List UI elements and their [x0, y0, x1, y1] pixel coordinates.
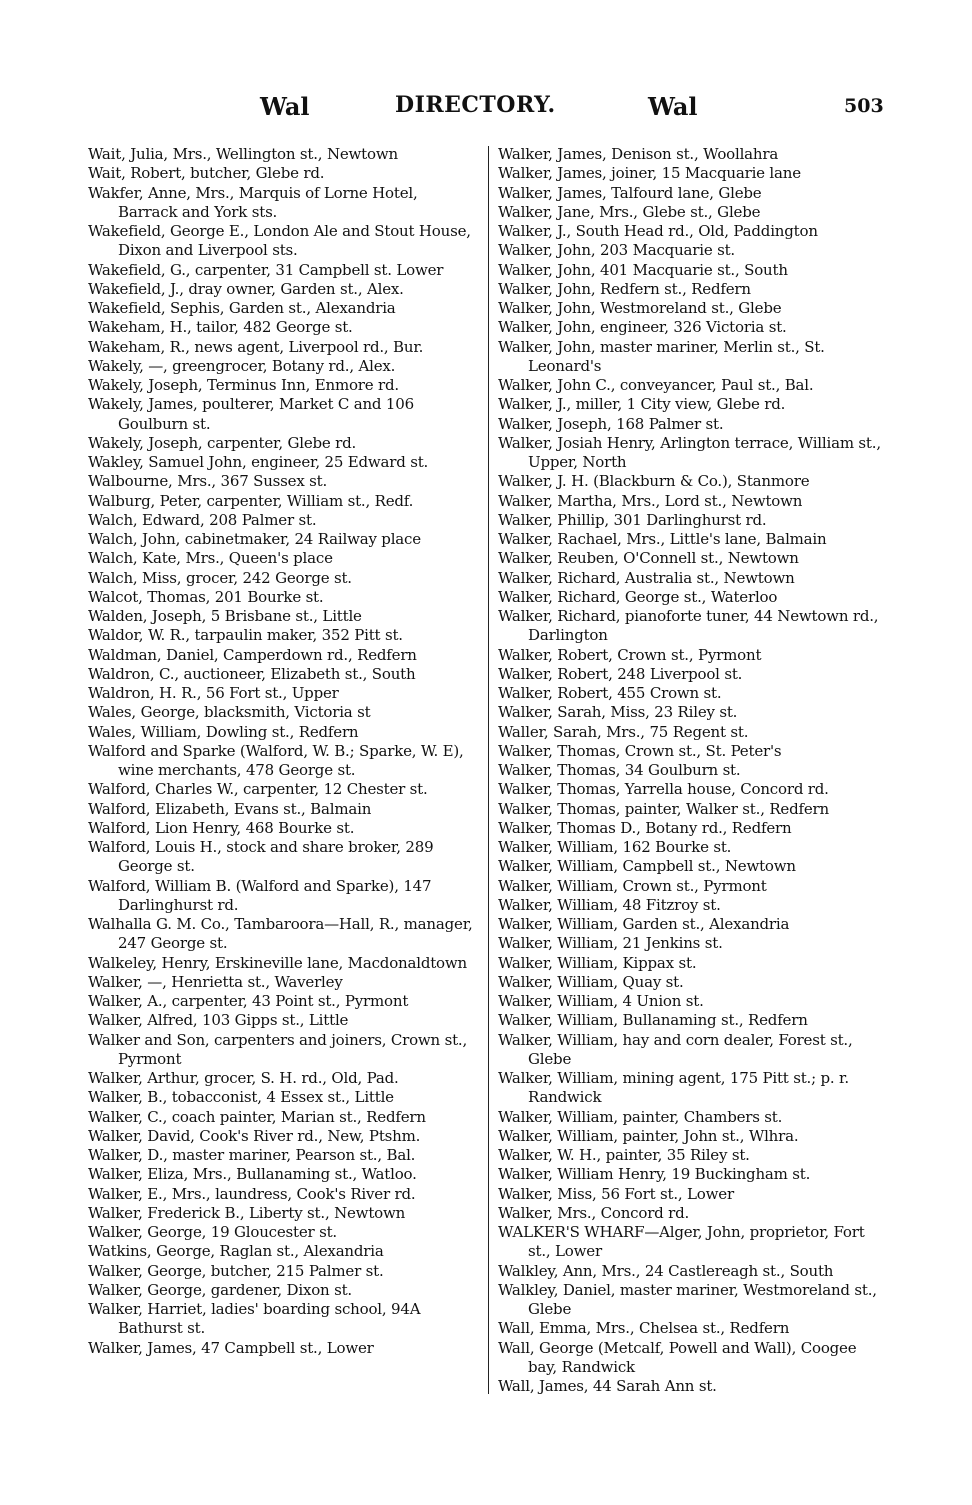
- directory-entry: Walker, J., South Head rd., Old, Paddington: [498, 222, 818, 240]
- directory-entry: Wakeham, H., tailor, 482 George st.: [88, 318, 353, 337]
- directory-entry: Walch, Kate, Mrs., Queen's place: [88, 549, 333, 568]
- directory-entry: Walker, J., miller, 1 City view, Glebe rd.: [498, 395, 786, 414]
- directory-entry: Walker, William, painter, John st., Wlhra.: [498, 1126, 799, 1145]
- directory-entry: Walker, Phillip, 301 Darlinghurst rd.: [498, 510, 767, 529]
- directory-entry: Wakefield, Sephis, Garden st., Alexandria: [88, 299, 396, 317]
- directory-entry: Walker, William, 48 Fitzroy st.: [498, 895, 721, 914]
- directory-entry: Walker, Robert, 248 Liverpool st.: [498, 664, 743, 683]
- directory-entry: Wakley, Samuel John, engineer, 25 Edward st.: [88, 453, 429, 471]
- directory-entry: Walker, William, Crown st., Pyrmont: [498, 876, 767, 895]
- directory-entry: Walker, William, Bullanaming st., Redfern: [498, 1011, 808, 1030]
- directory-entry: Walker, John, Redfern st., Redfern: [498, 279, 751, 298]
- directory-entry: Walker, Thomas D., Botany rd., Redfern: [498, 818, 792, 837]
- header-title: DIRECTORY.: [395, 92, 556, 118]
- directory-entry: Wakely, —, greengrocer, Botany rd., Alex.: [88, 356, 396, 375]
- directory-entry: Wakely, James, poulterer, Market C and 106 Goulburn st.: [88, 395, 414, 433]
- directory-entry: Walker, William, Garden st., Alexandria: [498, 915, 790, 933]
- directory-entry: Walhalla G. M. Co., Tambaroora—Hall, R., manager, 247 George st.: [88, 915, 473, 953]
- directory-column-right: [498, 145, 884, 1396]
- directory-entry: Wakeham, R., news agent, Liverpool rd., Bur.: [88, 337, 424, 356]
- directory-entry: Waller, Sarah, Mrs., 75 Regent st.: [498, 722, 749, 741]
- directory-entry: Wakfer, Anne, Mrs., Marquis of Lorne Hotel, Barrack and York sts.: [88, 183, 418, 221]
- directory-entry: Walden, Joseph, 5 Brisbane st., Little: [88, 607, 362, 625]
- directory-entry: Wakefield, George E., London Ale and Stout House, Dixon and Liverpool sts.: [88, 222, 471, 260]
- directory-entry: Walker, Richard, pianoforte tuner, 44 Newtown rd., Darlington: [498, 607, 879, 645]
- directory-entry: Walch, Edward, 208 Palmer st.: [88, 510, 317, 529]
- directory-entry: Walker, John C., conveyancer, Paul st., Bal.: [498, 376, 814, 394]
- directory-entry: Walker, William, hay and corn dealer, Forest st., Glebe: [498, 1030, 853, 1068]
- directory-entry: Wakely, Joseph, carpenter, Glebe rd.: [88, 433, 357, 452]
- directory-entry: Walker, James, joiner, 15 Macquarie lane: [498, 164, 801, 183]
- directory-entry: Walkley, Ann, Mrs., 24 Castlereagh st., South: [498, 1261, 834, 1280]
- directory-entry: Walker, B., tobacconist, 4 Essex st., Little: [88, 1088, 394, 1107]
- directory-entry: Walker, Martha, Mrs., Lord st., Newtown: [498, 491, 803, 510]
- directory-entry: Walker, Thomas, Yarrella house, Concord rd.: [498, 780, 829, 799]
- directory-entry: Walker, James, Denison st., Woollahra: [498, 145, 779, 163]
- directory-entry: Walker, Josiah Henry, Arlington terrace, William st., Upper, North: [498, 433, 881, 471]
- directory-entry: Walker, Robert, Crown st., Pyrmont: [498, 645, 762, 664]
- directory-entry: Walker, Sarah, Miss, 23 Riley st.: [498, 703, 738, 722]
- directory-entry: Walker, George, gardener, Dixon st.: [88, 1280, 352, 1299]
- directory-entry: Walker, John, 203 Macquarie st.: [498, 241, 735, 260]
- directory-entry: Walker, James, 47 Campbell st., Lower: [88, 1338, 374, 1357]
- directory-entry: Wakefield, G., carpenter, 31 Campbell st. Lower: [88, 260, 444, 279]
- directory-entry: Walker, D., master mariner, Pearson st., Bal.: [88, 1146, 416, 1164]
- directory-entry: Wakefield, J., dray owner, Garden st., Alex.: [88, 279, 404, 298]
- directory-entry: Walch, John, cabinetmaker, 24 Railway place: [88, 530, 421, 548]
- directory-entry: Waldor, W. R., tarpaulin maker, 352 Pitt st.: [88, 626, 403, 645]
- directory-entry: Walch, Miss, grocer, 242 George st.: [88, 568, 352, 587]
- directory-entry: Wall, Emma, Mrs., Chelsea st., Redfern: [498, 1319, 790, 1338]
- directory-entry: Walker, William, 162 Bourke st.: [498, 838, 732, 856]
- directory-entry: Wales, George, blacksmith, Victoria st: [88, 703, 371, 722]
- directory-entry: Wait, Julia, Mrs., Wellington st., Newtown: [88, 145, 398, 163]
- directory-entry: Walker, —, Henrietta st., Waverley: [88, 972, 343, 991]
- directory-entry: Wall, James, 44 Sarah Ann st.: [498, 1377, 717, 1395]
- directory-entry: Walker, Jane, Mrs., Glebe st., Glebe: [498, 202, 761, 221]
- header-right-guide: Wal: [648, 92, 698, 121]
- directory-entry: Walker, Frederick B., Liberty st., Newtown: [88, 1203, 406, 1222]
- header-left-guide: Wal: [260, 92, 310, 121]
- directory-entry: Walbourne, Mrs., 367 Sussex st.: [88, 472, 328, 491]
- directory-entry: Wales, William, Dowling st., Redfern: [88, 722, 359, 741]
- directory-entry: Walker, Richard, Australia st., Newtown: [498, 568, 795, 587]
- directory-entry: Walker, William, 4 Union st.: [498, 992, 704, 1010]
- directory-entry: Walker, Arthur, grocer, S. H. rd., Old, Pad.: [88, 1069, 399, 1087]
- directory-entry: Walford, William B. (Walford and Sparke), 147 Darlinghurst rd.: [88, 876, 432, 914]
- directory-entry: Walker and Son, carpenters and joiners, Crown st., Pyrmont: [88, 1030, 468, 1068]
- directory-entry: Walker, Miss, 56 Fort st., Lower: [498, 1184, 734, 1203]
- directory-entry: Walker, William, Campbell st., Newtown: [498, 857, 796, 876]
- directory-entry: Walker, William Henry, 19 Buckingham st.: [498, 1165, 811, 1184]
- directory-entry: Walker, Joseph, 168 Palmer st.: [498, 414, 724, 433]
- directory-entry: Walker, Robert, 455 Crown st.: [498, 684, 722, 702]
- directory-entry: Walburg, Peter, carpenter, William st., Redf.: [88, 491, 414, 510]
- directory-entry: Walker, John, engineer, 326 Victoria st.: [498, 318, 787, 337]
- directory-entry: Walker, J. H. (Blackburn & Co.), Stanmore: [498, 472, 810, 491]
- directory-entry: Walker, William, Quay st.: [498, 972, 684, 991]
- directory-entry: Walker, James, Talfourd lane, Glebe: [498, 183, 762, 202]
- directory-entry: Walker, W. H., painter, 35 Riley st.: [498, 1146, 750, 1164]
- directory-entry: Walker, A., carpenter, 43 Point st., Pyrmont: [88, 992, 409, 1010]
- directory-entry: Walker, John, 401 Macquarie st., South: [498, 260, 788, 279]
- directory-entry: Walford, Lion Henry, 468 Bourke st.: [88, 818, 355, 837]
- directory-entry: Waldron, H. R., 56 Fort st., Upper: [88, 684, 339, 702]
- directory-entry: Walker, Mrs., Concord rd.: [498, 1203, 690, 1222]
- directory-entry: Waldron, C., auctioneer, Elizabeth st., South: [88, 664, 416, 683]
- directory-entry: Walcot, Thomas, 201 Bourke st.: [88, 587, 324, 606]
- directory-entry: Waldman, Daniel, Camperdown rd., Redfern: [88, 645, 417, 664]
- directory-entry: Walker, John, Westmoreland st., Glebe: [498, 299, 782, 317]
- directory-entry: Walker, John, master mariner, Merlin st., St. Leonard's: [498, 337, 825, 375]
- directory-entry: Walkeley, Henry, Erskineville lane, Macdonaldtown: [88, 953, 467, 972]
- directory-entry: Walker, William, mining agent, 175 Pitt st.; p. r. Randwick: [498, 1069, 849, 1107]
- directory-entry: Walker, Eliza, Mrs., Bullanaming st., Watloo.: [88, 1165, 417, 1184]
- directory-entry: Wall, George (Metcalf, Powell and Wall), Coogee bay, Randwick: [498, 1338, 857, 1376]
- directory-entry: Walker, William, 21 Jenkins st.: [498, 934, 723, 953]
- directory-entry: Wakely, Joseph, Terminus Inn, Enmore rd.: [88, 376, 399, 394]
- directory-entry: Walker, Thomas, 34 Goulburn st.: [498, 761, 741, 779]
- directory-entry: Walford, Charles W., carpenter, 12 Chester st.: [88, 780, 428, 799]
- directory-entry: Walford, Elizabeth, Evans st., Balmain: [88, 799, 372, 818]
- directory-entry: Walker, E., Mrs., laundress, Cook's River rd.: [88, 1184, 416, 1203]
- directory-entry: Walker, Thomas, Crown st., St. Peter's: [498, 741, 782, 760]
- page-number: 503: [844, 95, 884, 117]
- directory-column-left: [88, 145, 474, 1358]
- directory-entry: Walker, Richard, George st., Waterloo: [498, 587, 778, 606]
- directory-entry: Wait, Robert, butcher, Glebe rd.: [88, 164, 325, 183]
- directory-entry: Walker, Rachael, Mrs., Little's lane, Balmain: [498, 530, 827, 548]
- running-header: [88, 92, 888, 122]
- directory-entry: Walker, David, Cook's River rd., New, Ptshm.: [88, 1126, 421, 1145]
- directory-entry: Walker, Reuben, O'Connell st., Newtown: [498, 549, 799, 568]
- directory-entry: Walkley, Daniel, master mariner, Westmoreland st., Glebe: [498, 1280, 877, 1318]
- directory-entry: Walford, Louis H., stock and share broker, 289 George st.: [88, 838, 434, 876]
- directory-entry: Walker, William, Kippax st.: [498, 953, 697, 972]
- directory-entry: Walker, Harriet, ladies' boarding school, 94A Bathurst st.: [88, 1300, 421, 1338]
- directory-entry: Walker, George, 19 Gloucester st.: [88, 1223, 337, 1241]
- directory-entry: Walford and Sparke (Walford, W. B.; Sparke, W. E), wine merchants, 478 George st.: [88, 741, 464, 779]
- directory-entry: Walker, Alfred, 103 Gipps st., Little: [88, 1011, 349, 1030]
- directory-entry: Walker, Thomas, painter, Walker st., Redfern: [498, 799, 829, 818]
- directory-entry: Walker, George, butcher, 215 Palmer st.: [88, 1261, 384, 1280]
- directory-entry: Walker, William, painter, Chambers st.: [498, 1107, 783, 1126]
- column-divider: [488, 146, 489, 1394]
- directory-entry: Watkins, George, Raglan st., Alexandria: [88, 1242, 384, 1261]
- directory-entry: Walker, C., coach painter, Marian st., Redfern: [88, 1107, 426, 1126]
- directory-entry: WALKER'S WHARF—Alger, John, proprietor, Fort st., Lower: [498, 1223, 865, 1261]
